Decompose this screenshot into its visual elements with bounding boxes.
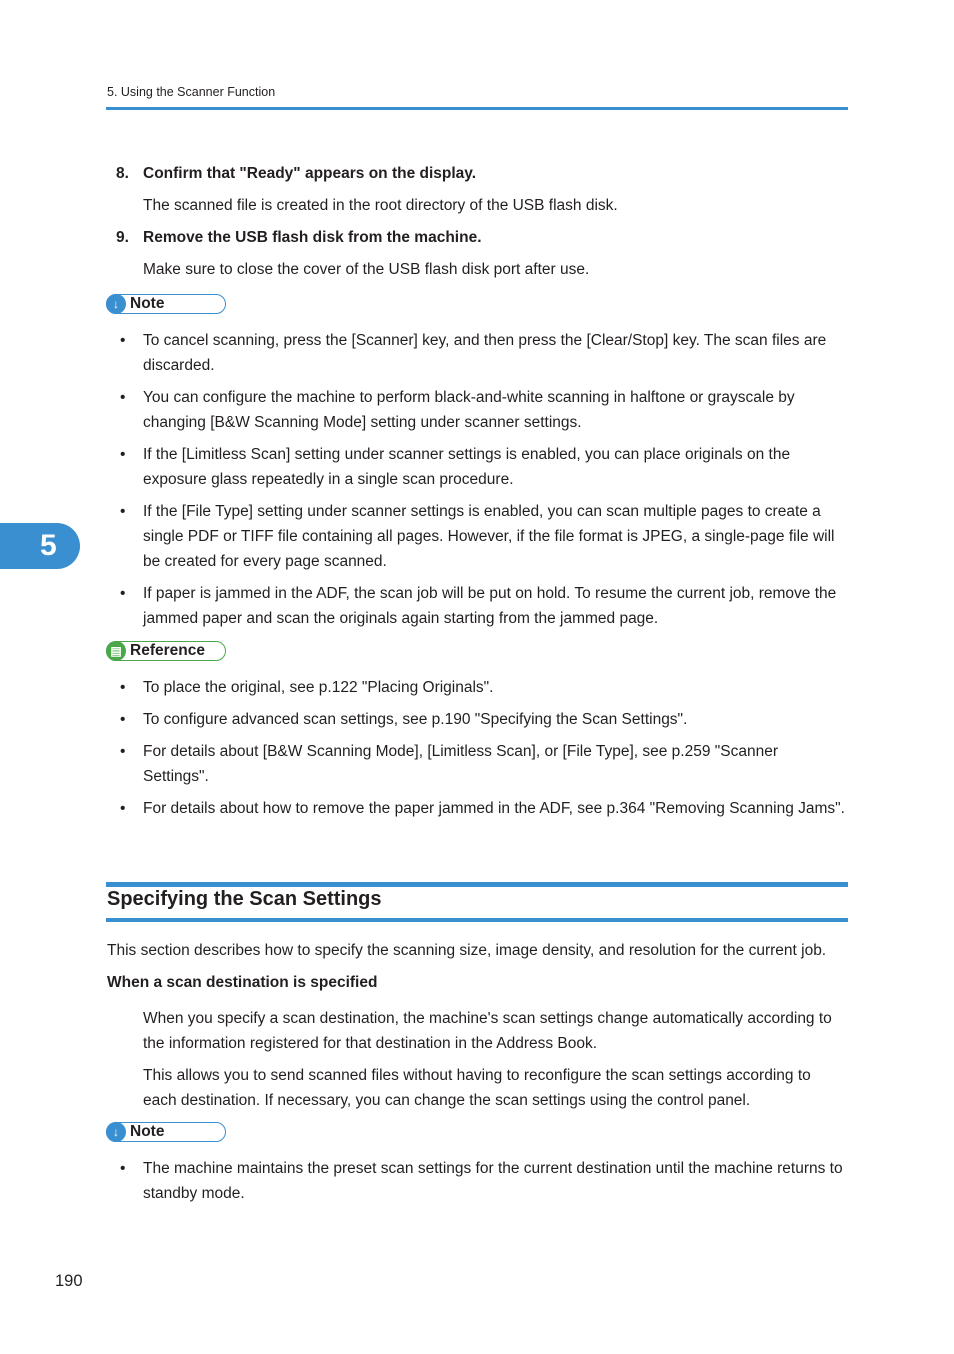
bullet-icon: • [120,332,126,349]
header-rule [106,107,848,110]
note-badge [106,1122,226,1142]
bullet-icon: • [120,800,126,817]
reference-label: Reference [130,642,205,659]
paragraph: When you specify a scan destination, the machine's scan settings change automatically according to the information registered for that destination in the Address Book. [143,1010,832,1052]
step-number: 8. [116,165,129,182]
list-item: • The machine maintains the preset scan settings for the current destination until the machine returns to standby mode. [120,1156,850,1206]
chapter-tab-number: 5 [40,529,57,562]
section-title: Specifying the Scan Settings [107,888,382,910]
note-label: Note [130,1123,165,1140]
list-item: • For details about how to remove the paper jammed in the ADF, see p.364 "Removing Scanning Jams". [120,796,850,821]
list-item: • If paper is jammed in the ADF, the scan job will be put on hold. To resume the current job, remove the jammed paper and scan the originals again starting from the jammed page. [120,581,850,631]
step-title-text: Remove the USB flash disk from the machine. [143,229,482,246]
section-rule-bottom [106,918,848,922]
reference-badge [106,641,226,661]
arrow-down-icon: ↓ [106,294,126,314]
list-item: • You can configure the machine to perform black-and-white scanning in halftone or grayscale by changing [B&W Scanning Mode] setting under scanner settings. [120,385,850,435]
paragraph: This allows you to send scanned files without having to reconfigure the scan settings according to each destination. If necessary, you can change the scan settings using the control panel. [143,1067,811,1109]
note-badge [106,294,226,314]
bullet-icon: • [120,446,126,463]
bullet-icon: • [120,389,126,406]
list-item: • To configure advanced scan settings, see p.190 "Specifying the Scan Settings". [120,707,850,732]
list-item: • For details about [B&W Scanning Mode], [Limitless Scan], or [File Type], see p.259 "Scanner Settings". [120,739,850,789]
section-intro: This section describes how to specify the scanning size, image density, and resolution for the current job. [107,942,827,959]
list-item: • To cancel scanning, press the [Scanner] key, and then press the [Clear/Stop] key. The scan files are discarded. [120,328,850,378]
bullet-icon: • [120,585,126,602]
bullet-icon: • [120,679,126,696]
chapter-header-title: 5. Using the Scanner Function [107,85,276,99]
bullet-icon: • [120,1160,126,1177]
book-icon: ▤ [106,641,126,661]
bullet-icon: • [120,503,126,520]
page-number: 190 [55,1272,83,1290]
step-8-description: The scanned file is created in the root directory of the USB flash disk. [143,197,618,214]
step-title-text: Confirm that "Ready" appears on the display. [143,165,477,182]
step-8-title [116,165,476,183]
step-9-title [116,229,482,247]
step-number: 9. [116,229,129,246]
list-item: • If the [File Type] setting under scanner settings is enabled, you can scan multiple pages to create a single PDF or TIFF file containing all pages. However, if the file format is JPEG, a single-page file will be created for every page scanned. [120,499,850,574]
list-item: • To place the original, see p.122 "Placing Originals". [120,675,850,700]
step-9-description: Make sure to close the cover of the USB flash disk port after use. [143,261,590,278]
subheading: When a scan destination is specified [107,974,378,991]
bullet-icon: • [120,743,126,760]
note-label: Note [130,295,165,312]
list-item: • If the [Limitless Scan] setting under scanner settings is enabled, you can place originals on the exposure glass repeatedly in a single scan procedure. [120,442,850,492]
chapter-tab [0,523,80,569]
section-rule-top [106,882,848,887]
bullet-icon: • [120,711,126,728]
arrow-down-icon: ↓ [106,1122,126,1142]
